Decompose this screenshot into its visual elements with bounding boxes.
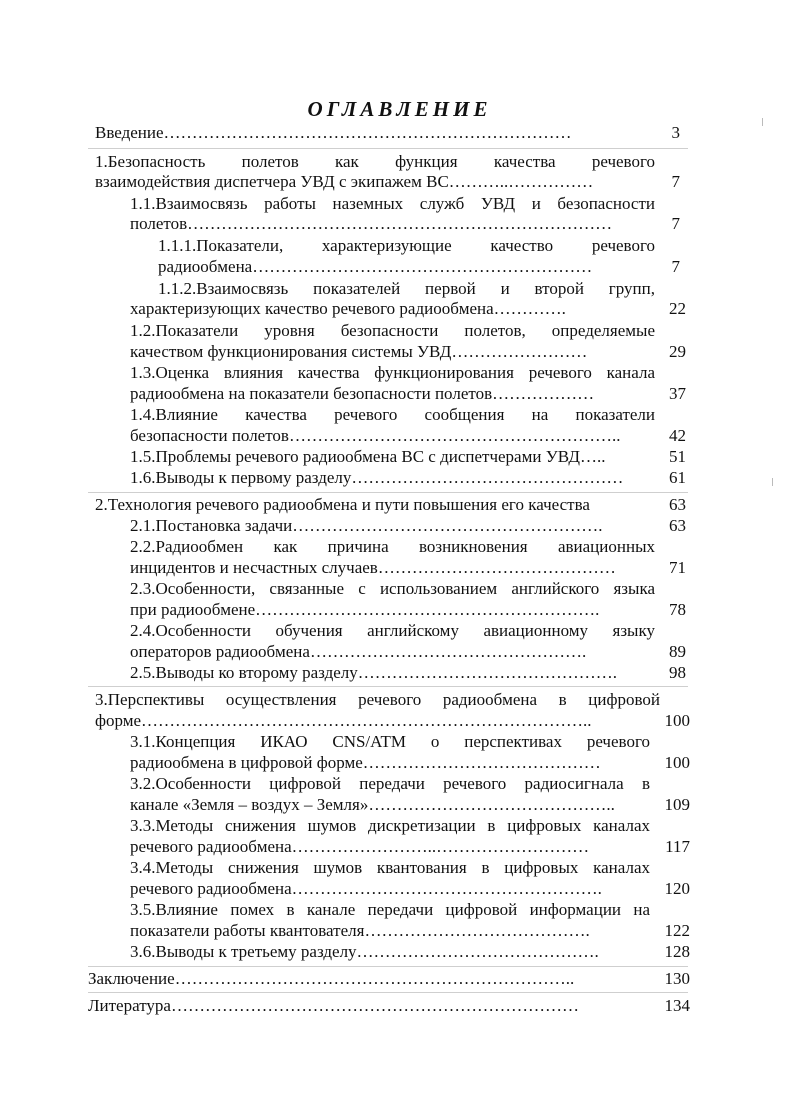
toc-entry-s23-line2[interactable]: при радиообмене……………………………………………………. <box>130 600 600 619</box>
toc-page-s25: 98 <box>669 663 686 682</box>
toc-page-s32: 109 <box>664 795 690 814</box>
divider <box>88 966 688 967</box>
toc-entry-s11-line2[interactable]: полетов………………………………………………………………… <box>130 214 613 233</box>
toc-entry-s13-line1[interactable]: 1.3.Оценка влияния качества функционирования речевого канала <box>130 363 655 382</box>
toc-entry-ch1-line1[interactable]: 1.Безопасность полетов как функция качества речевого <box>95 152 655 171</box>
toc-page-s36: 128 <box>664 942 690 961</box>
toc-page-s12: 29 <box>669 342 686 361</box>
toc-entry-s33-line2[interactable]: речевого радиообмена……………………..……………………… <box>130 837 590 856</box>
toc-page-s24: 89 <box>669 642 686 661</box>
toc-entry-s16[interactable]: 1.6.Выводы к первому разделу………………………………………… <box>130 468 624 487</box>
toc-entry-s14-line2[interactable]: безопасности полетов………………………………………………….. <box>130 426 621 445</box>
toc-page-ch1: 7 <box>671 172 680 191</box>
toc-page-s21: 63 <box>669 516 686 535</box>
toc-entry-s31-line1[interactable]: 3.1.Концепция ИКАО CNS/ATM о перспективах речевого <box>130 732 650 751</box>
toc-entry-s25[interactable]: 2.5.Выводы ко второму разделу………………………………………. <box>130 663 618 682</box>
toc-entry-s31-line2[interactable]: радиообмена в цифровой форме…………………………………… <box>130 753 601 772</box>
toc-entry-ch2[interactable]: 2.Технология речевого радиообмена и пути повышения его качества <box>95 495 590 514</box>
divider <box>88 992 688 993</box>
toc-page-s13: 37 <box>669 384 686 403</box>
toc-entry-s23-line1[interactable]: 2.3.Особенности, связанные с использованием английского языка <box>130 579 655 598</box>
toc-entry-s11-line1[interactable]: 1.1.Взаимосвязь работы наземных служб УВД и безопасности <box>130 194 655 213</box>
toc-page-s31: 100 <box>664 753 690 772</box>
toc-page-conclusion: 130 <box>664 969 690 988</box>
toc-entry-conclusion[interactable]: Заключение…………………………………………………………….. <box>88 969 575 988</box>
toc-page-s16: 61 <box>669 468 686 487</box>
toc-entry-s12-line1[interactable]: 1.2.Показатели уровня безопасности полетов, определяемые <box>130 321 655 340</box>
page-title: ОГЛАВЛЕНИЕ <box>307 97 492 121</box>
toc-page-s111: 7 <box>671 257 680 276</box>
toc-page-s23: 78 <box>669 600 686 619</box>
toc-entry-s12-line2[interactable]: качеством функционирования системы УВД…………………… <box>130 342 588 361</box>
toc-entry-ch1-line2[interactable]: взаимодействия диспетчера УВД с экипажем ВС………..…………… <box>95 172 594 191</box>
toc-entry-s35-line2[interactable]: показатели работы квантователя…………………………………. <box>130 921 590 940</box>
toc-entry-s112-line1[interactable]: 1.1.2.Взаимосвязь показателей первой и второй групп, <box>158 279 655 298</box>
toc-entry-s34-line2[interactable]: речевого радиообмена………………………………………………. <box>130 879 602 898</box>
toc-entry-s111-line1[interactable]: 1.1.1.Показатели, характеризующие качество речевого <box>158 236 655 255</box>
toc-page-literature: 134 <box>664 996 690 1015</box>
toc-entry-ch3-line2[interactable]: форме…………………………………………………………………….. <box>95 711 592 730</box>
toc-entry-s32-line1[interactable]: 3.2.Особенности цифровой передачи речевого радиосигнала в <box>130 774 650 793</box>
divider <box>88 492 688 493</box>
divider <box>88 686 688 687</box>
scan-mark <box>762 118 763 126</box>
toc-entry-ch3-line1[interactable]: 3.Перспективы осуществления речевого радиообмена в цифровой <box>95 690 660 709</box>
toc-entry-s34-line1[interactable]: 3.4.Методы снижения шумов квантования в цифровых каналах <box>130 858 650 877</box>
toc-entry-s33-line1[interactable]: 3.3.Методы снижения шумов дискретизации в цифровых каналах <box>130 816 650 835</box>
divider <box>88 148 688 149</box>
toc-entry-s24-line2[interactable]: операторов радиообмена…………………………………………. <box>130 642 587 661</box>
toc-page-s33: 117 <box>665 837 690 856</box>
toc-entry-s21[interactable]: 2.1.Постановка задачи………………………………………………. <box>130 516 603 535</box>
toc-entry-s22-line1[interactable]: 2.2.Радиообмен как причина возникновения авиационных <box>130 537 655 556</box>
toc-entry-s24-line1[interactable]: 2.4.Особенности обучения английскому авиационному языку <box>130 621 655 640</box>
toc-page-s35: 122 <box>664 921 690 940</box>
toc-entry-intro[interactable]: Введение……………………………………………………………… <box>95 123 572 142</box>
toc-entry-literature[interactable]: Литература……………………………………………………………… <box>88 996 579 1015</box>
toc-entry-s35-line1[interactable]: 3.5.Влияние помех в канале передачи цифровой информации на <box>130 900 650 919</box>
toc-entry-s112-line2[interactable]: характеризующих качество речевого радиообмена…………. <box>130 299 566 318</box>
toc-entry-s14-line1[interactable]: 1.4.Влияние качества речевого сообщения на показатели <box>130 405 655 424</box>
toc-page-ch3: 100 <box>664 711 690 730</box>
toc-entry-s32-line2[interactable]: канале «Земля – воздух – Земля»…………………………………….. <box>130 795 615 814</box>
toc-page-s22: 71 <box>669 558 686 577</box>
toc-entry-s36[interactable]: 3.6.Выводы к третьему разделу……………………………………. <box>130 942 599 961</box>
toc-page-intro: 3 <box>671 123 680 142</box>
toc-page-s15: 51 <box>669 447 686 466</box>
toc-page-s11: 7 <box>671 214 680 233</box>
toc-entry-s111-line2[interactable]: радиообмена…………………………………………………… <box>158 257 593 276</box>
toc-page-s14: 42 <box>669 426 686 445</box>
toc-entry-s13-line2[interactable]: радиообмена на показатели безопасности полетов……………… <box>130 384 595 403</box>
toc-page-s34: 120 <box>664 879 690 898</box>
scan-mark <box>772 478 773 486</box>
toc-page-s112: 22 <box>669 299 686 318</box>
toc-entry-s15[interactable]: 1.5.Проблемы речевого радиообмена ВС с диспетчерами УВД….. <box>130 447 606 466</box>
toc-entry-s22-line2[interactable]: инцидентов и несчастных случаев…………………………………… <box>130 558 616 577</box>
toc-page-ch2: 63 <box>669 495 686 514</box>
